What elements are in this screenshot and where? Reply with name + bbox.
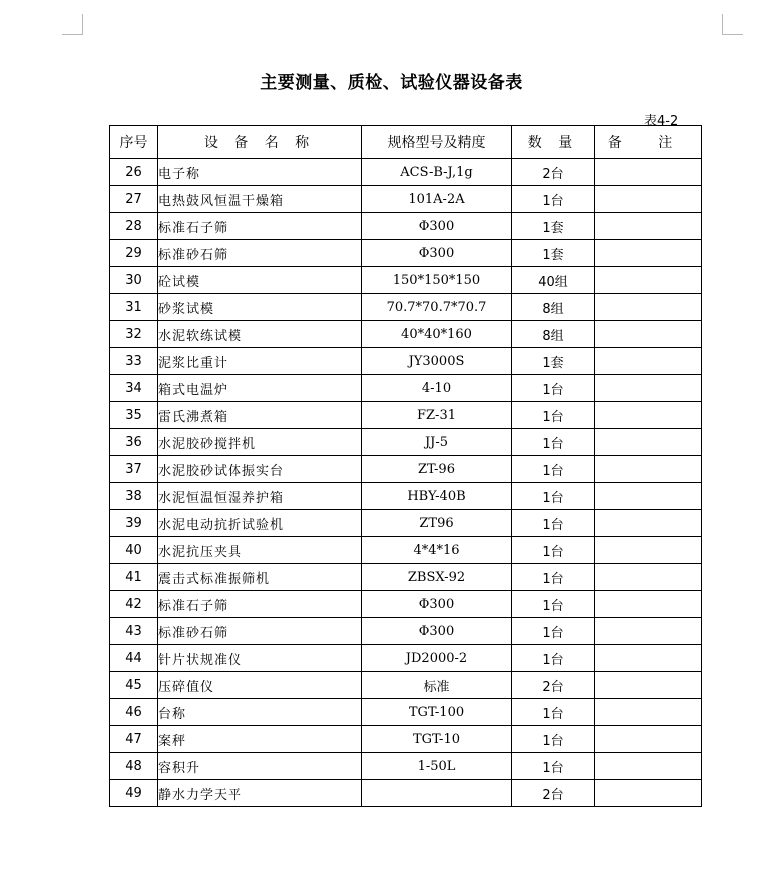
table-number: 表4-2 [644,114,679,129]
table-row [110,510,702,537]
page-corner-mark-right [722,14,743,35]
row-note [595,213,702,240]
row-seq: 35 [110,402,158,429]
row-seq: 47 [110,726,158,753]
row-spec: 40*40*160 [362,321,512,348]
table-row [110,699,702,726]
row-spec: 1-50L [362,753,512,780]
row-note [595,645,702,672]
row-seq: 37 [110,456,158,483]
row-quantity: 1台 [512,186,595,213]
row-name: 箱式电温炉 [158,375,362,402]
row-name: 泥浆比重计 [158,348,362,375]
row-spec: Φ300 [362,618,512,645]
row-name: 水泥电动抗折试验机 [158,510,362,537]
header-quantity: 数 量 [512,126,595,159]
row-seq: 43 [110,618,158,645]
table-row [110,564,702,591]
row-quantity: 1套 [512,348,595,375]
table-row [110,240,702,267]
row-note [595,753,702,780]
row-name: 静水力学天平 [158,780,362,807]
row-quantity: 1台 [512,699,595,726]
row-seq: 29 [110,240,158,267]
row-seq: 36 [110,429,158,456]
row-name: 水泥抗压夹具 [158,537,362,564]
row-name: 案秤 [158,726,362,753]
row-seq: 46 [110,699,158,726]
row-spec: 150*150*150 [362,267,512,294]
row-name: 针片状规准仪 [158,645,362,672]
table-row [110,294,702,321]
row-note [595,240,702,267]
row-note [595,591,702,618]
row-name: 台称 [158,699,362,726]
row-name: 标准石子筛 [158,213,362,240]
row-note [595,564,702,591]
row-note [595,483,702,510]
row-note [595,699,702,726]
row-name: 电子称 [158,159,362,186]
row-note [595,456,702,483]
header-name: 设 备 名 称 [158,126,362,159]
table-row [110,618,702,645]
row-quantity: 1台 [512,564,595,591]
row-name: 水泥胶砂搅拌机 [158,429,362,456]
row-spec: 4*4*16 [362,537,512,564]
document-title: 主要测量、质检、试验仪器设备表 [260,73,523,93]
row-note [595,402,702,429]
row-note [595,348,702,375]
table-row [110,375,702,402]
header-spec: 规格型号及精度 [362,126,512,159]
header-note: 备 注 [595,126,702,159]
row-seq: 41 [110,564,158,591]
row-spec: TGT-100 [362,699,512,726]
row-note [595,375,702,402]
row-name: 标准砂石筛 [158,618,362,645]
row-seq: 31 [110,294,158,321]
table-header-row [110,126,702,159]
row-quantity: 1台 [512,618,595,645]
row-seq: 32 [110,321,158,348]
row-spec: ACS-B-J,1g [362,159,512,186]
row-name: 容积升 [158,753,362,780]
row-name: 水泥恒温恒湿养护箱 [158,483,362,510]
row-spec: ZBSX-92 [362,564,512,591]
row-quantity: 40组 [512,267,595,294]
row-seq: 45 [110,672,158,699]
row-spec: 101A-2A [362,186,512,213]
row-name: 标准石子筛 [158,591,362,618]
table-row [110,267,702,294]
row-quantity: 1套 [512,213,595,240]
row-spec: JY3000S [362,348,512,375]
row-name: 标准砂石筛 [158,240,362,267]
row-quantity: 1台 [512,402,595,429]
row-note [595,294,702,321]
row-note [595,618,702,645]
row-spec: Φ300 [362,213,512,240]
table-row [110,672,702,699]
row-seq: 34 [110,375,158,402]
row-spec: ZT-96 [362,456,512,483]
row-name: 震击式标准振筛机 [158,564,362,591]
table-row [110,591,702,618]
row-quantity: 1台 [512,456,595,483]
row-spec: TGT-10 [362,726,512,753]
row-spec: JJ-5 [362,429,512,456]
row-seq: 49 [110,780,158,807]
row-quantity: 1台 [512,510,595,537]
row-note [595,186,702,213]
row-quantity: 1台 [512,429,595,456]
row-seq: 26 [110,159,158,186]
row-name: 砂浆试模 [158,294,362,321]
row-spec: 4-10 [362,375,512,402]
row-note [595,429,702,456]
table-row [110,645,702,672]
row-spec: 标准 [362,672,512,699]
row-quantity: 8组 [512,321,595,348]
table-row [110,159,702,186]
table-row [110,780,702,807]
row-name: 电热鼓风恒温干燥箱 [158,186,362,213]
row-spec: Φ300 [362,591,512,618]
row-note [595,159,702,186]
row-name: 水泥软练试模 [158,321,362,348]
row-seq: 39 [110,510,158,537]
row-spec: Φ300 [362,240,512,267]
row-note [595,267,702,294]
row-quantity: 8组 [512,294,595,321]
table-row [110,537,702,564]
page-corner-mark-left [62,14,83,35]
row-name: 雷氏沸煮箱 [158,402,362,429]
row-seq: 30 [110,267,158,294]
row-spec: 70.7*70.7*70.7 [362,294,512,321]
table-row [110,402,702,429]
row-quantity: 2台 [512,780,595,807]
row-quantity: 1台 [512,645,595,672]
table-row [110,456,702,483]
row-note [595,726,702,753]
row-spec [362,780,512,807]
header-seq: 序号 [110,126,158,159]
row-name: 水泥胶砂试体振实台 [158,456,362,483]
row-note [595,510,702,537]
row-quantity: 1套 [512,240,595,267]
table-row [110,753,702,780]
row-seq: 28 [110,213,158,240]
row-note [595,321,702,348]
row-spec: ZT96 [362,510,512,537]
row-seq: 48 [110,753,158,780]
row-seq: 44 [110,645,158,672]
row-name: 砼试模 [158,267,362,294]
table-row [110,429,702,456]
row-quantity: 1台 [512,726,595,753]
row-spec: JD2000-2 [362,645,512,672]
table-body [110,159,702,807]
table-row [110,483,702,510]
row-seq: 42 [110,591,158,618]
row-quantity: 2台 [512,672,595,699]
table-row [110,186,702,213]
table-row [110,726,702,753]
row-note [595,780,702,807]
row-spec: HBY-40B [362,483,512,510]
row-seq: 38 [110,483,158,510]
table-row [110,348,702,375]
table-row [110,321,702,348]
row-quantity: 1台 [512,537,595,564]
row-quantity: 2台 [512,159,595,186]
row-quantity: 1台 [512,483,595,510]
equipment-table [109,125,702,807]
row-spec: FZ-31 [362,402,512,429]
row-quantity: 1台 [512,591,595,618]
row-note [595,672,702,699]
row-quantity: 1台 [512,375,595,402]
row-quantity: 1台 [512,753,595,780]
row-note [595,537,702,564]
row-name: 压碎值仪 [158,672,362,699]
table-row [110,213,702,240]
row-seq: 33 [110,348,158,375]
row-seq: 27 [110,186,158,213]
row-seq: 40 [110,537,158,564]
